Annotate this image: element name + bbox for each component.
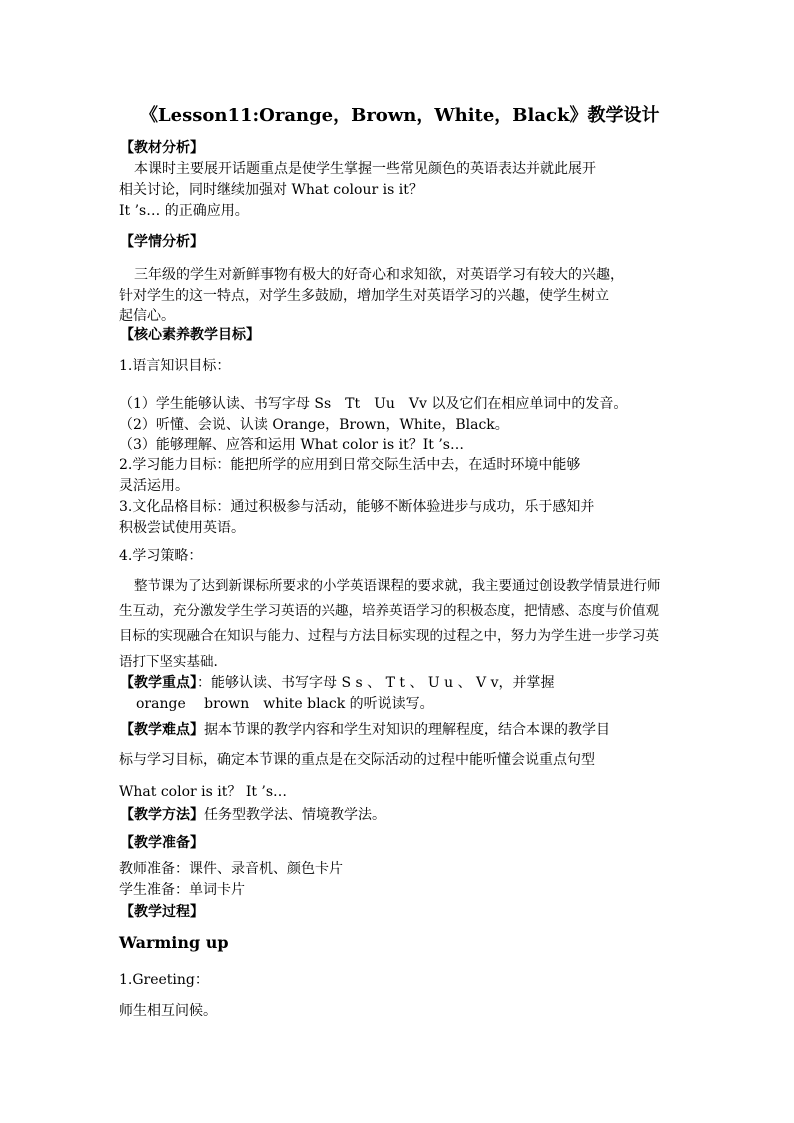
goal-item: 1.语言知识目标： bbox=[119, 358, 231, 374]
section-warming-up: Warming up bbox=[119, 933, 229, 952]
greeting-label: 1.Greeting： bbox=[119, 972, 209, 988]
strategy-line: 目标的实现融合在知识与能力、过程与方法目标实现的过程之中，努力为学生进一步学习英 bbox=[119, 628, 659, 644]
greeting-text: 师生相互问候。 bbox=[119, 1003, 217, 1019]
textbook-line: 相关讨论，同时继续加强对 What colour is it？ bbox=[119, 182, 423, 198]
heading-textbook-analysis: 【教材分析】 bbox=[120, 140, 204, 156]
textbook-line: 本课时主要展开话题重点是使学生掌握一些常见颜色的英语表达并就此展开 bbox=[134, 161, 596, 177]
heading-process: 【教学过程】 bbox=[120, 904, 204, 920]
students-line: 针对学生的这一特点，对学生多鼓励，增加学生对英语学习的兴趣，使学生树立 bbox=[119, 288, 609, 304]
key-points-line bbox=[120, 674, 555, 692]
heading-method: 【教学方法】 bbox=[120, 807, 204, 823]
goal-subitem: （2）听懂、会说、认读 Orange，Brown，White，Black。 bbox=[119, 417, 509, 433]
heading-key-points: 【教学重点】 bbox=[120, 675, 197, 691]
difficulty-line: What color is it？ It ’s… bbox=[119, 784, 288, 800]
goal-item: 2.学习能力目标：能把所学的应用到日常交际生活中去，在适时环境中能够 bbox=[119, 457, 581, 473]
heading-core-goals: 【核心素养教学目标】 bbox=[120, 327, 260, 343]
heading-student-analysis: 【学情分析】 bbox=[120, 234, 204, 250]
difficulty-line: 标与学习目标，确定本节课的重点是在交际活动的过程中能听懂会说重点句型 bbox=[119, 752, 595, 768]
method-text: 任务型教学法、情境教学法。 bbox=[204, 807, 386, 823]
goal-item: 4.学习策略： bbox=[119, 548, 203, 564]
goal-item: 积极尝试使用英语。 bbox=[119, 520, 245, 536]
goal-item: 3.文化品格目标：通过积极参与活动，能够不断体验进步与成功，乐于感知并 bbox=[119, 499, 595, 515]
goal-item: 灵活运用。 bbox=[119, 478, 189, 494]
strategy-line: 语打下坚实基础. bbox=[119, 654, 218, 670]
heading-difficulty: 【教学难点】 bbox=[120, 722, 204, 738]
students-line: 起信心。 bbox=[119, 308, 175, 324]
difficulty-text: 据本节课的教学内容和学生对知识的理解程度，结合本课的教学目 bbox=[204, 722, 610, 738]
key-points-text: ：能够认读、书写字母 S s 、 T t 、 U u 、 V v，并掌握 bbox=[197, 675, 555, 691]
key-points-line: orange brown white black 的听说读写。 bbox=[136, 696, 434, 712]
students-line: 三年级的学生对新鲜事物有极大的好奇心和求知欲，对英语学习有较大的兴趣， bbox=[134, 267, 624, 283]
strategy-line: 生互动，充分激发学生学习英语的兴趣，培养英语学习的积极态度，把情感、态度与价值观 bbox=[119, 603, 659, 619]
prep-teacher: 教师准备：课件、录音机、颜色卡片 bbox=[119, 861, 343, 877]
document-title: 《Lesson11:Orange，Brown，White，Black》教学设计 bbox=[140, 105, 660, 126]
textbook-line: It ’s… 的正确应用。 bbox=[119, 203, 249, 219]
difficulty-line bbox=[120, 721, 610, 739]
method-line bbox=[120, 806, 386, 824]
goal-subitem: （1）学生能够认读、书写字母 Ss Tt Uu Vv 以及它们在相应单词中的发音。 bbox=[119, 396, 628, 412]
heading-preparation: 【教学准备】 bbox=[120, 835, 204, 851]
goal-subitem: （3）能够理解、应答和运用 What color is it？It ’s… bbox=[119, 437, 464, 453]
strategy-line: 整节课为了达到新课标所要求的小学英语课程的要求就，我主要通过创设教学情景进行师 bbox=[134, 578, 661, 594]
prep-student: 学生准备：单词卡片 bbox=[119, 882, 245, 898]
